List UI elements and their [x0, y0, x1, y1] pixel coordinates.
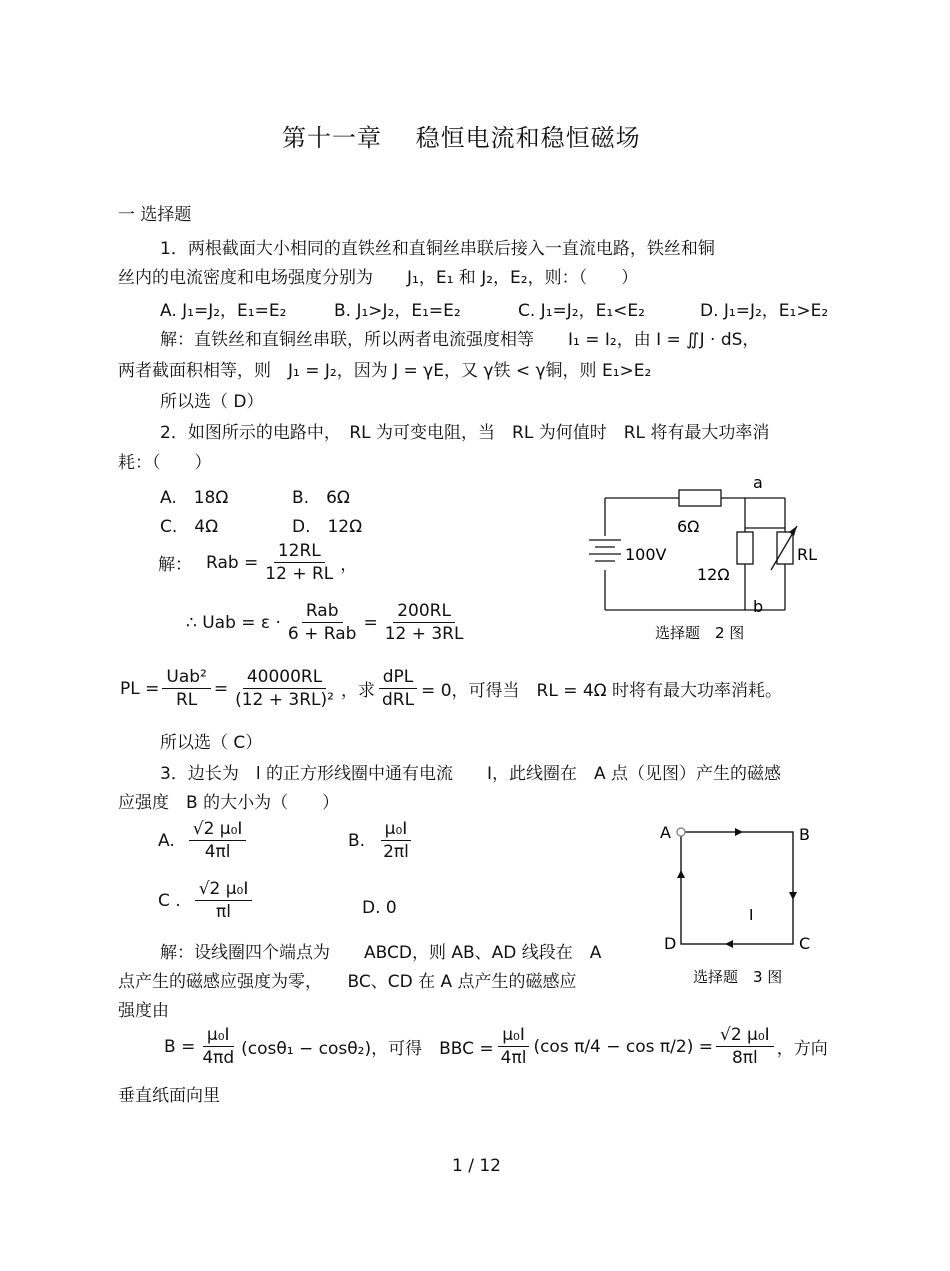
- q2-pl-fraction-3: [378, 666, 418, 711]
- q2-pl-fraction-2: [231, 666, 338, 711]
- q3-figure-caption: 选择题 3 图: [693, 968, 783, 986]
- r1-label: 6Ω: [677, 517, 700, 536]
- q2-pl-mid: ，求: [340, 681, 375, 701]
- q3-b-tail: ，方向: [776, 1039, 828, 1059]
- node-a-label: a: [753, 473, 763, 492]
- q3-b-equation: [164, 1024, 828, 1069]
- square-loop: [681, 832, 793, 944]
- q2-option-b: B. 6Ω: [292, 488, 350, 508]
- arrow-head-icon: [789, 526, 797, 536]
- q3-option-c: [158, 878, 255, 923]
- q3-option-c-denominator: πl: [216, 902, 232, 922]
- q2-uab-numerator-1: Rab: [302, 600, 343, 623]
- q2-uab-denominator-2: 12 + 3RL: [384, 624, 464, 644]
- corner-b-label: B: [799, 825, 810, 844]
- q2-uab-lhs: ∴ Uab = ε ·: [186, 612, 281, 633]
- q2-uab-equals: =: [363, 612, 378, 633]
- page-footer: 1 / 12: [452, 1156, 501, 1176]
- arrow-cd-icon: [725, 940, 733, 948]
- rl-label: RL: [797, 545, 818, 564]
- q3-option-b-label: B.: [348, 830, 366, 851]
- q2-pl-numerator-2: 40000RL: [243, 666, 326, 689]
- q3-b-fraction: [198, 1024, 238, 1069]
- q3-option-a: [158, 818, 249, 863]
- q3-option-b: [348, 818, 416, 863]
- q2-pl-equals: =: [213, 678, 229, 699]
- q1-text-line1: 1．两根截面大小相同的直铁丝和直铜丝串联后接入一直流电路，铁丝和铜: [160, 239, 715, 259]
- q2-uab-numerator-2: 200RL: [393, 600, 455, 623]
- q1-option-b: B. J₁>J₂，E₁=E₂: [334, 301, 461, 321]
- q3-option-d: D. 0: [362, 898, 397, 918]
- q1-text-line2: 丝内的电流密度和电场强度分别为 J₁，E₁ 和 J₂，E₂，则：（ ）: [118, 268, 639, 288]
- q1-solution-line1: 解：直铁丝和直铜丝串联，所以两者电流强度相等 I₁ = I₂，由 I = ∬J · dS，: [160, 330, 760, 350]
- r2-label: 12Ω: [697, 565, 730, 584]
- node-b-label: b: [753, 597, 764, 616]
- q2-text-line1: 2．如图所示的电路中， RL 为可变电阻，当 RL 为何值时 RL 将有最大功率消: [160, 423, 770, 443]
- q2-uab-equation: [186, 600, 470, 645]
- q3-option-c-label: C .: [158, 890, 181, 911]
- q2-pl-equation: [120, 666, 782, 711]
- q2-uab-fraction-2: [381, 600, 468, 645]
- q3-text-line1: 3．边长为 l 的正方形线圈中通有电流 I，此线圈在 A 点（见图）产生的磁感: [160, 764, 781, 784]
- q2-rab-fraction: [261, 540, 337, 585]
- q2-pl-denominator-1: RL: [175, 690, 198, 710]
- q2-solution-label: 解：: [158, 555, 192, 575]
- q2-pl-numerator-3: dPL: [379, 666, 418, 689]
- q3-bc2-denominator: 8πl: [731, 1048, 758, 1068]
- q2-rab-denominator: 12 + RL: [265, 564, 334, 584]
- q2-rab-equation: [158, 540, 357, 585]
- resistor-12ohm: [737, 532, 753, 564]
- q2-uab-fraction-1: [284, 600, 361, 645]
- q3-solution-line4: 垂直纸面向里: [118, 1086, 220, 1106]
- q2-option-d: D. 12Ω: [292, 517, 363, 537]
- point-a-marker: [677, 828, 685, 836]
- q3-bc-fraction: [497, 1024, 531, 1069]
- q2-option-a: A. 18Ω: [160, 488, 229, 508]
- q3-bc2-fraction: [716, 1024, 774, 1069]
- q3-bc-mid: (cos π/4 − cos π/2) =: [533, 1036, 713, 1057]
- section-heading: 一 选择题: [118, 205, 192, 225]
- q3-option-a-label: A.: [158, 830, 175, 851]
- q2-figure-caption: 选择题 2 图: [655, 624, 745, 642]
- q3-bc2-numerator: √2 μ₀I: [716, 1024, 774, 1047]
- corner-c-label: C: [799, 934, 811, 953]
- q2-pl-lhs: PL =: [120, 678, 160, 699]
- q3-b-denominator: 4πd: [202, 1048, 235, 1068]
- q3-option-a-numerator: √2 μ₀I: [189, 818, 247, 841]
- current-label: I: [749, 906, 754, 924]
- q1-solution-line2: 两者截面积相等，则 J₁ = J₂，因为 J = γE，又 γ铁 < γ铜，则 E₁>E₂: [118, 361, 652, 381]
- q2-circuit-figure: [575, 470, 818, 650]
- q3-solution-line1: 解：设线圈四个端点为 ABCD，则 AB、AD 线段在 A: [160, 943, 602, 963]
- q2-rab-numerator: 12RL: [274, 540, 325, 563]
- q2-uab-denominator-1: 6 + Rab: [287, 624, 357, 644]
- q3-option-a-fraction: [189, 818, 247, 863]
- q1-answer: 所以选（ D）: [160, 392, 264, 412]
- page-title: 第十一章 稳恒电流和稳恒磁场: [282, 124, 641, 152]
- q3-b-lhs: B =: [164, 1036, 196, 1057]
- q3-solution-line3: 强度由: [118, 1001, 169, 1021]
- q3-option-b-numerator: μ₀I: [381, 818, 412, 841]
- q2-rab-tail: ，: [340, 555, 358, 575]
- arrow-ab-icon: [735, 828, 743, 836]
- q2-pl-numerator-1: Uab²: [162, 666, 210, 689]
- q2-pl-denominator-2: (12 + 3RL)²: [235, 690, 334, 710]
- q2-pl-tail: = 0，可得当 RL = 4Ω 时将有最大功率消耗。: [421, 681, 783, 701]
- q1-option-a: A. J₁=J₂，E₁=E₂: [160, 301, 287, 321]
- q3-option-c-fraction: [195, 878, 253, 923]
- q2-text-line2: 耗：（ ）: [118, 453, 212, 473]
- q2-answer: 所以选（ C）: [160, 733, 263, 753]
- q3-option-a-denominator: 4πl: [204, 842, 231, 862]
- resistor-6ohm: [679, 490, 721, 506]
- q3-option-c-numerator: √2 μ₀I: [195, 878, 253, 901]
- q3-text-line2: 应强度 B 的大小为（ ）: [118, 793, 340, 813]
- q2-pl-fraction-1: [162, 666, 210, 711]
- q3-square-loop-figure: [655, 818, 830, 993]
- q3-b-mid: (cosθ₁ − cosθ₂)，可得 BBC =: [241, 1039, 494, 1059]
- q1-option-d: D. J₁=J₂，E₁>E₂: [700, 301, 829, 321]
- arrow-da-icon: [677, 870, 685, 878]
- corner-d-label: D: [664, 934, 677, 953]
- q2-rab-lhs: Rab =: [206, 552, 259, 573]
- source-label: 100V: [625, 545, 667, 564]
- q2-pl-denominator-3: dRL: [381, 690, 415, 710]
- corner-a-label: A: [660, 823, 671, 842]
- arrow-bc-icon: [789, 892, 797, 900]
- q3-bc-numerator: μ₀I: [498, 1024, 529, 1047]
- q3-bc-denominator: 4πl: [500, 1048, 527, 1068]
- q3-solution-line2: 点产生的磁感应强度为零， BC、CD 在 A 点产生的磁感应: [118, 972, 577, 992]
- q1-option-c: C. J₁=J₂，E₁<E₂: [518, 301, 645, 321]
- q3-option-b-fraction: [379, 818, 413, 863]
- q2-option-c: C. 4Ω: [160, 517, 219, 537]
- q3-option-b-denominator: 2πl: [383, 842, 409, 862]
- q3-b-numerator: μ₀I: [203, 1024, 234, 1047]
